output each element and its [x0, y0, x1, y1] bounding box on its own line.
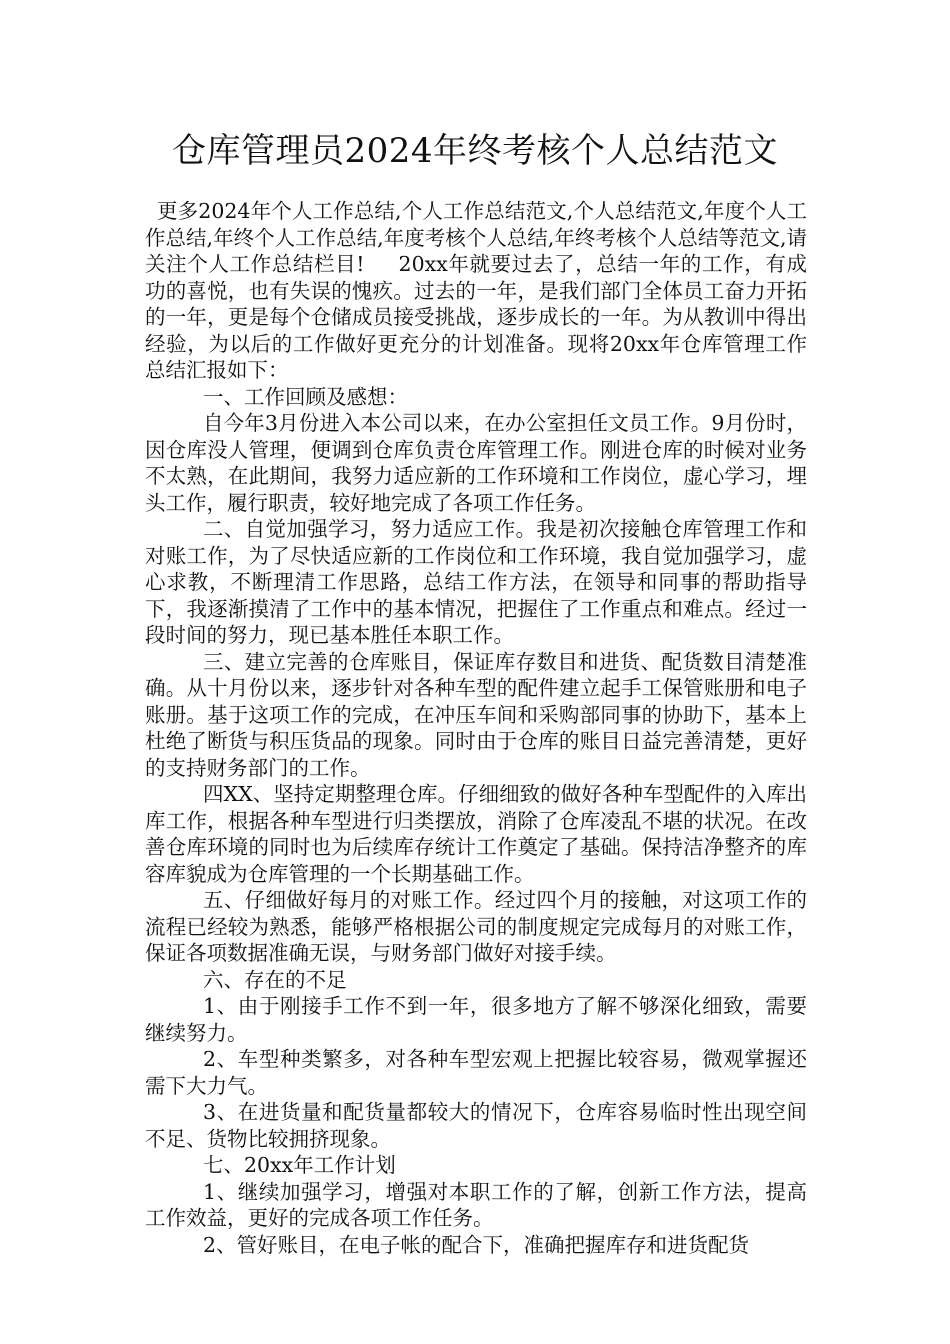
paragraph-warehouse-tidy: 四XX、坚持定期整理仓库。仔细细致的做好各种车型配件的入库出库工作，根据各种车型进行归类摆放，消除了仓库凌乱不堪的状况。在改善仓库环境的同时也为后续库存统计工作奠定了基础。保持洁净整齐的库容库貌成为仓库管理的一个长期基础工作。 — [145, 782, 807, 886]
paragraph-reconciliation: 五、仔细做好每月的对账工作。经过四个月的接触，对这项工作的流程已经较为熟悉，能够严格根据公司的制度规定完成每月的对账工作，保证各项数据准确无误，与财务部门做好对接手续。 — [145, 888, 807, 965]
shortcoming-item-1: 1、由于刚接手工作不到一年，很多地方了解不够深化细致，需要继续努力。 — [145, 994, 807, 1045]
shortcoming-item-3: 3、在进货量和配货量都较大的情况下，仓库容易临时性出现空间不足、货物比较拥挤现象。 — [145, 1100, 807, 1151]
document-title: 仓库管理员2024年终考核个人总结范文 — [171, 131, 779, 171]
section-heading-shortcomings: 六、存在的不足 — [203, 967, 347, 992]
section-heading-plan: 七、20xx年工作计划 — [203, 1153, 396, 1177]
paragraph-accounts: 三、建立完善的仓库账目，保证库存数目和进货、配货数目清楚准确。从十月份以来，逐步针对各种车型的配件建立起手工保管账册和电子账册。基于这项工作的完成，在冲压车间和采购部同事的协助下，基本上杜绝了断货与积压货品的现象。同时由于仓库的账目日益完善清楚，更好的支持财务部门的工作。 — [145, 649, 807, 780]
shortcoming-item-2: 2、车型种类繁多，对各种车型宏观上把握比较容易，微观掌握还需下大力气。 — [145, 1047, 807, 1098]
paragraph-review: 自今年3月份进入本公司以来，在办公室担任文员工作。9月份时，因仓库没人管理，便调到仓库负责仓库管理工作。刚进仓库的时候对业务不太熟，在此期间，我努力适应新的工作环境和工作岗位，虚心学习，埋头工作，履行职责，较好地完成了各项工作任务。 — [145, 411, 807, 515]
intro-text-part1: 更多2024年个人工作总结,个人工作总结范文,个人总结范文,年度个人工作总结,年终个人工作总结,年度考核个人总结,年终考核个人总结等范文,请关注个人工作总结栏目! — [145, 199, 807, 276]
document-body — [145, 198, 807, 1258]
intro-paragraph — [145, 198, 807, 384]
plan-item-2: 2、管好账目，在电子帐的配合下，准确把握库存和进货配货 — [203, 1232, 750, 1257]
paragraph-learning: 二、自觉加强学习，努力适应工作。我是初次接触仓库管理工作和对账工作，为了尽快适应新的工作岗位和工作环境，我自觉加强学习，虚心求教，不断理清工作思路，总结工作方法，在领导和同事的帮助指导下，我逐渐摸清了工作中的基本情况，把握住了工作重点和难点。经过一段时间的努力，现已基本胜任本职工作。 — [145, 517, 807, 647]
plan-item-1: 1、继续加强学习，增强对本职工作的了解，创新工作方法，提高工作效益，更好的完成各项工作任务。 — [145, 1179, 807, 1230]
intro-text-part2: 20xx年就要过去了，总结一年的工作，有成功的喜悦，也有失误的愧疚。过去的一年，是我们部门全体员工奋力开拓的一年，更是每个仓储成员接受挑战，逐步成长的一年。为从教训中得出经验，为以后的工作做好更充分的计划准备。现将20xx年仓库管理工作总结汇报如下： — [145, 252, 807, 382]
section-heading-review: 一、工作回顾及感想： — [203, 384, 408, 409]
